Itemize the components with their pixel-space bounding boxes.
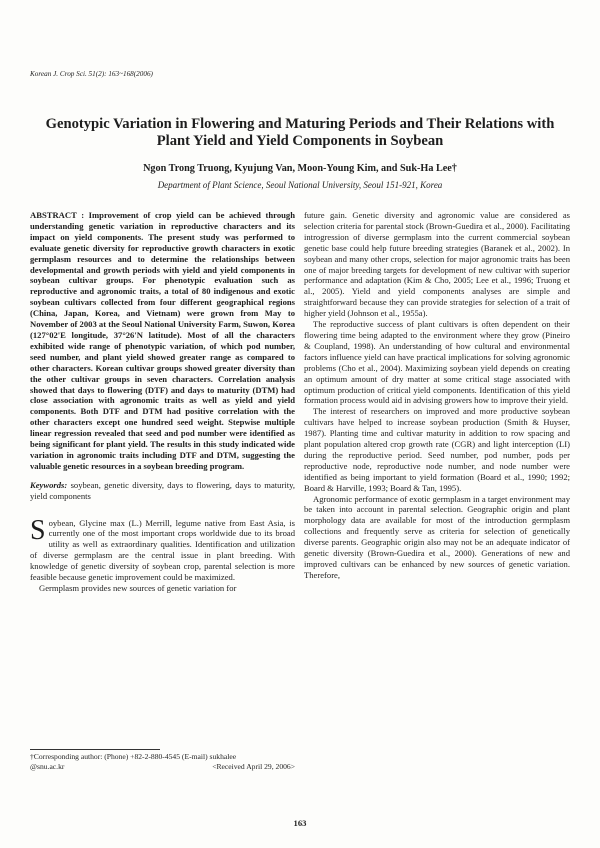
- right-column: [304, 210, 570, 581]
- body-paragraph-3: The interest of researchers on improved and more productive soybean cultivars have helped to increase soybean production (Smith & Huyser, 1987). Planting time and cultivar maturity in addition to row spacing and plant population altered crop growth rate (CGR) and light interception (LI) during the reproductive period. Seed number, pod number, pods per reproductive node, reproductive node number, and node number were identified as being important to yield formation (Board et al., 1990; 1992; Board & Harville, 1993; Board & Tan, 1995).: [304, 406, 570, 493]
- title-line-2: Plant Yield and Yield Components in Soybean: [156, 133, 444, 149]
- keywords-label: Keywords:: [30, 479, 68, 490]
- intro-paragraph-1: [30, 514, 295, 583]
- body-paragraph-4: Agronomic performance of exotic germplasm in a target environment may be taken into account in parental selection. Geographic origin and plant morphology data are available for most of the introduction germplasm collections and frequently serve as criteria for selection of genetically diverse parents. Geographic origin also may not be an adequate indicator of genetic diversity (Brown-Guedira et al., 2000). Generations of new and improved cultivars can be enhanced by new sources of genetic variation. Therefore,: [304, 493, 570, 580]
- left-column: [30, 210, 295, 594]
- paper-title: [30, 116, 570, 150]
- footnote-email-tail: @snu.ac.kr: [30, 761, 65, 771]
- received-date: <Received April 29, 2006>: [212, 761, 295, 771]
- intro-paragraph-2: Germplasm provides new sources of genetic variation for: [39, 583, 237, 593]
- title-line-1: Genotypic Variation in Flowering and Maturing Periods and Their Relations with: [45, 116, 555, 132]
- page-number: 163: [293, 818, 307, 828]
- body-paragraph-2: The reproductive success of plant cultivars is often dependent on their flowering time being adapted to the environment where they grow (Pineiro & Coupland, 1998). An understanding of how cultural and environmental factors influence yield can have practical implications for solving agronomic problems (Cho et al., 2004). Maximizing soybean yield depends on creating an optimum amount of dry matter at some critical stage associated with optimum production of critical yield components. Identification of this yield formation process would aid in advising growers how to improve their yield.: [304, 319, 570, 406]
- footnote-divider: [30, 749, 160, 750]
- body-paragraph-1: future gain. Genetic diversity and agronomic value are considered as selection criteria for parental stock (Brown-Guedira et al., 2000). Facilitating introgression of diverse germplasm into the current commercial soybean genetic base could help future breeding strategies (Baranek et al., 2002). In soybean and many other crops, selection for major agronomic traits has been one of major breeding targets for development of new cultivar with superior performance and adaptation (Kim & Cho, 2005; Lee et al., 1996; Truong et al., 2005). Yield and yield components analyses are simple and straightforward because they can provide strategies for selection of a trait of higher yield (Johnson et al., 1955a).: [304, 210, 570, 319]
- abstract: ABSTRACT : Improvement of crop yield can be achieved through understanding genetic variation in reproductive characters and its impact on yield components. The present study was performed to evaluate genetic diversity for reproductive growth characters in exotic germplasm resources and to determine the relationships between developmental and growth periods with yield and yield components in soybean cultivar groups. For phenotypic evaluation such as reproductive and agronomic traits, a total of 80 indigenous and exotic soybean cultivars collected from four different geographical regions (China, Japan, Korea, and Vietnam) were grown from May to November of 2003 at the Seoul National University Farm, Suwon, Korea (127°02'E longitude, 37°26'N latitude). Most of all the characters exhibited wide range of phenotypic variation, of which pod number, seed number, and plant yield showed greater range as compared to other characters. Korean cultivar groups showed greater diversity than the other cultivar groups in seven characters. Correlation analysis showed that days to flowering (DTF) and days to maturity (DTM) had close association with agronomic traits as well as yield and yield components. Both DTF and DTM had positive correlation with the other characters except one hundred seed weight. Stepwise multiple linear regression revealed that seed and pod number were identified as being significant for plant yield. The results in this study indicated wide variation in agronomic traits including DTF and DTM, suggesting the valuable genetic resources in a soybean breeding program.: [30, 210, 295, 471]
- footnote-line-2: [30, 762, 295, 772]
- journal-citation: Korean J. Crop Sci. 51(2): 163~168(2006): [30, 70, 153, 78]
- footnote-line-1: †Corresponding author: (Phone) +82-2-880-4545 (E-mail) sukhalee: [30, 752, 237, 761]
- intro-paragraph-1-text: oybean, Glycine max (L.) Merrill, legume native from East Asia, is currently one of the most important crops worldwide due to its broad utility as well as extraordinary qualities. Identification and utilization of diverse germplasm are the central issue in plant breeding. With knowledge of genetic diversity of soybean crop, parental selection is more feasible because genetic improvement could be maximized.: [30, 517, 295, 583]
- footnote: [30, 752, 295, 771]
- drop-cap: S: [30, 514, 46, 546]
- affiliation: Department of Plant Science, Seoul National University, Seoul 151-921, Korea: [157, 180, 443, 190]
- keywords: [30, 480, 295, 502]
- keywords-text: soybean, genetic diversity, days to flowering, days to maturity, yield components: [30, 479, 295, 501]
- author-list: Ngon Trong Truong, Kyujung Van, Moon-Young Kim, and Suk-Ha Lee†: [143, 163, 457, 174]
